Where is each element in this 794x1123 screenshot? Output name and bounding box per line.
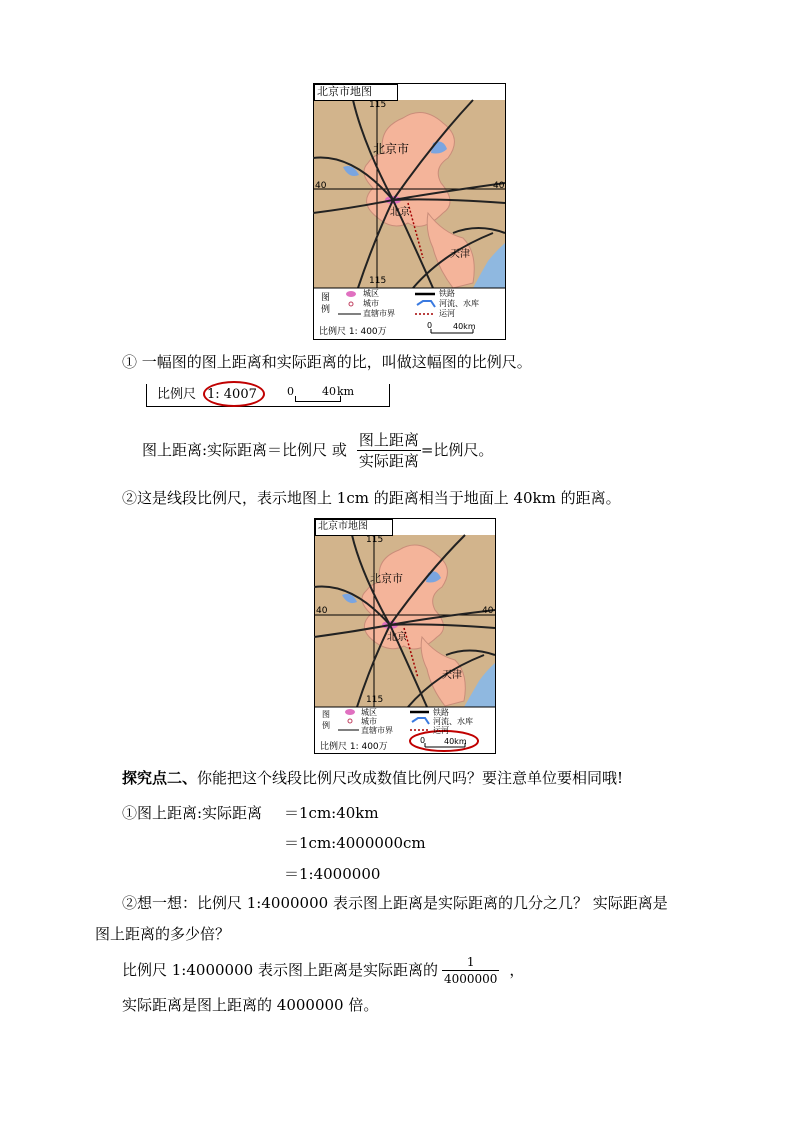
legend-river: 河流、水库 bbox=[439, 299, 479, 308]
scale-strip-zero: 0 bbox=[287, 385, 294, 398]
legend-railway: 铁路 bbox=[439, 289, 455, 298]
map2-legend-river: 河流、水库 bbox=[433, 717, 473, 726]
map2-legend-boundary: 直辖市界 bbox=[361, 726, 393, 735]
scale-strip-circled: 1: 4007 bbox=[207, 387, 257, 402]
formula-left: 图上距离:实际距离＝比例尺 或 bbox=[142, 441, 347, 459]
legend-canal: 运河 bbox=[439, 309, 455, 318]
formula-numerator: 图上距离 bbox=[358, 430, 419, 449]
map2-legend-urban: 城区 bbox=[361, 708, 377, 717]
formula-right: =比例尺。 bbox=[420, 441, 494, 459]
legend-title-2: 例 bbox=[321, 305, 331, 315]
map2-title: 北京市地图 bbox=[318, 521, 368, 532]
map2-legend-scale-40: 40km bbox=[444, 737, 467, 746]
section-heading-rest: 你能把这个线段比例尺改成数值比例尺吗？要注意单位要相同哦! bbox=[197, 769, 624, 787]
coord-left-label: 40 bbox=[315, 181, 327, 191]
map2-legend-title-2: 例 bbox=[322, 721, 330, 730]
calc-line2-value: ＝1cm:4000000cm bbox=[284, 834, 426, 852]
calc-line1-value: ＝1cm:40km bbox=[284, 804, 379, 822]
para-line-scale: ②这是线段比例尺，表示地图上 1cm 的距离相当于地面上 40km 的距离。 bbox=[122, 489, 621, 507]
label-beijing: 北京 bbox=[390, 207, 410, 218]
answer-line2: 实际距离是图上距离的 4000000 倍。 bbox=[122, 996, 379, 1014]
map2-legend-canal: 运河 bbox=[433, 726, 449, 735]
map2-coord-left: 40 bbox=[316, 606, 328, 616]
map2-label-beijing: 北京 bbox=[387, 632, 407, 643]
formula-row bbox=[142, 430, 493, 470]
formula-fraction bbox=[357, 430, 421, 471]
legend-scale-text: 比例尺 1: 400万 bbox=[319, 327, 387, 337]
legend-urban: 城区 bbox=[363, 289, 379, 298]
map-title: 北京市地图 bbox=[317, 85, 372, 98]
legend-title-1: 图 bbox=[321, 293, 331, 303]
answer-prefix: 比例尺 1:4000000 表示图上距离是实际距离的 bbox=[122, 961, 438, 979]
map2-legend-railway: 铁路 bbox=[433, 708, 449, 717]
label-beijing-shi: 北京市 bbox=[373, 142, 410, 156]
scale-strip-prefix: 比例尺 bbox=[157, 387, 197, 402]
formula-denominator: 实际距离 bbox=[358, 451, 419, 470]
legend-boundary: 直辖市界 bbox=[363, 309, 395, 318]
map2-coord-bottom: 115 bbox=[366, 695, 384, 705]
beijing-map-1 bbox=[313, 83, 506, 340]
scale-strip-40: 40 bbox=[322, 385, 336, 398]
map2-legend-scale-zero: 0 bbox=[420, 736, 426, 745]
section-heading bbox=[122, 768, 623, 788]
scale-strip bbox=[146, 384, 390, 407]
calc-line1-label: ①图上距离:实际距离 bbox=[122, 804, 263, 822]
coord-bottom-label: 115 bbox=[369, 276, 387, 286]
map2-label-tianjin: 天津 bbox=[442, 670, 462, 681]
answer-frac-den: 4000000 bbox=[443, 971, 498, 986]
map2-legend-scale-text: 比例尺 1: 400万 bbox=[320, 742, 388, 752]
calc-line3-value: ＝1:4000000 bbox=[284, 865, 381, 883]
section-heading-bold: 探究点二、 bbox=[122, 769, 198, 787]
map2-coord-right: 40 bbox=[482, 606, 494, 616]
answer-suffix: ， bbox=[509, 961, 525, 979]
answer-frac-num: 1 bbox=[442, 954, 499, 971]
map2-coord-top: 115 bbox=[366, 535, 384, 545]
answer-fraction bbox=[442, 954, 499, 987]
map2-legend-city: 城市 bbox=[361, 717, 377, 726]
label-tianjin: 天津 bbox=[450, 249, 470, 260]
answer-line1 bbox=[122, 950, 524, 990]
legend-scale-40: 40km bbox=[453, 322, 476, 331]
map2-legend-title-1: 图 bbox=[322, 710, 330, 719]
think-line1: ②想一想：比例尺 1:4000000 表示图上距离是实际距离的几分之几？ 实际距离是 bbox=[122, 894, 668, 912]
para-definition: ① 一幅图的图上距离和实际距离的比，叫做这幅图的比例尺。 bbox=[122, 353, 532, 371]
legend-scale-zero: 0 bbox=[427, 321, 433, 330]
think-line2: 图上距离的多少倍？ bbox=[95, 925, 231, 943]
map2-label-beijing-shi: 北京市 bbox=[370, 572, 403, 585]
legend-city: 城市 bbox=[363, 299, 379, 308]
scale-strip-km: km bbox=[337, 385, 355, 398]
coord-right-label: 40 bbox=[493, 181, 505, 191]
beijing-map-2 bbox=[314, 518, 496, 754]
coord-top-label: 115 bbox=[369, 100, 387, 110]
